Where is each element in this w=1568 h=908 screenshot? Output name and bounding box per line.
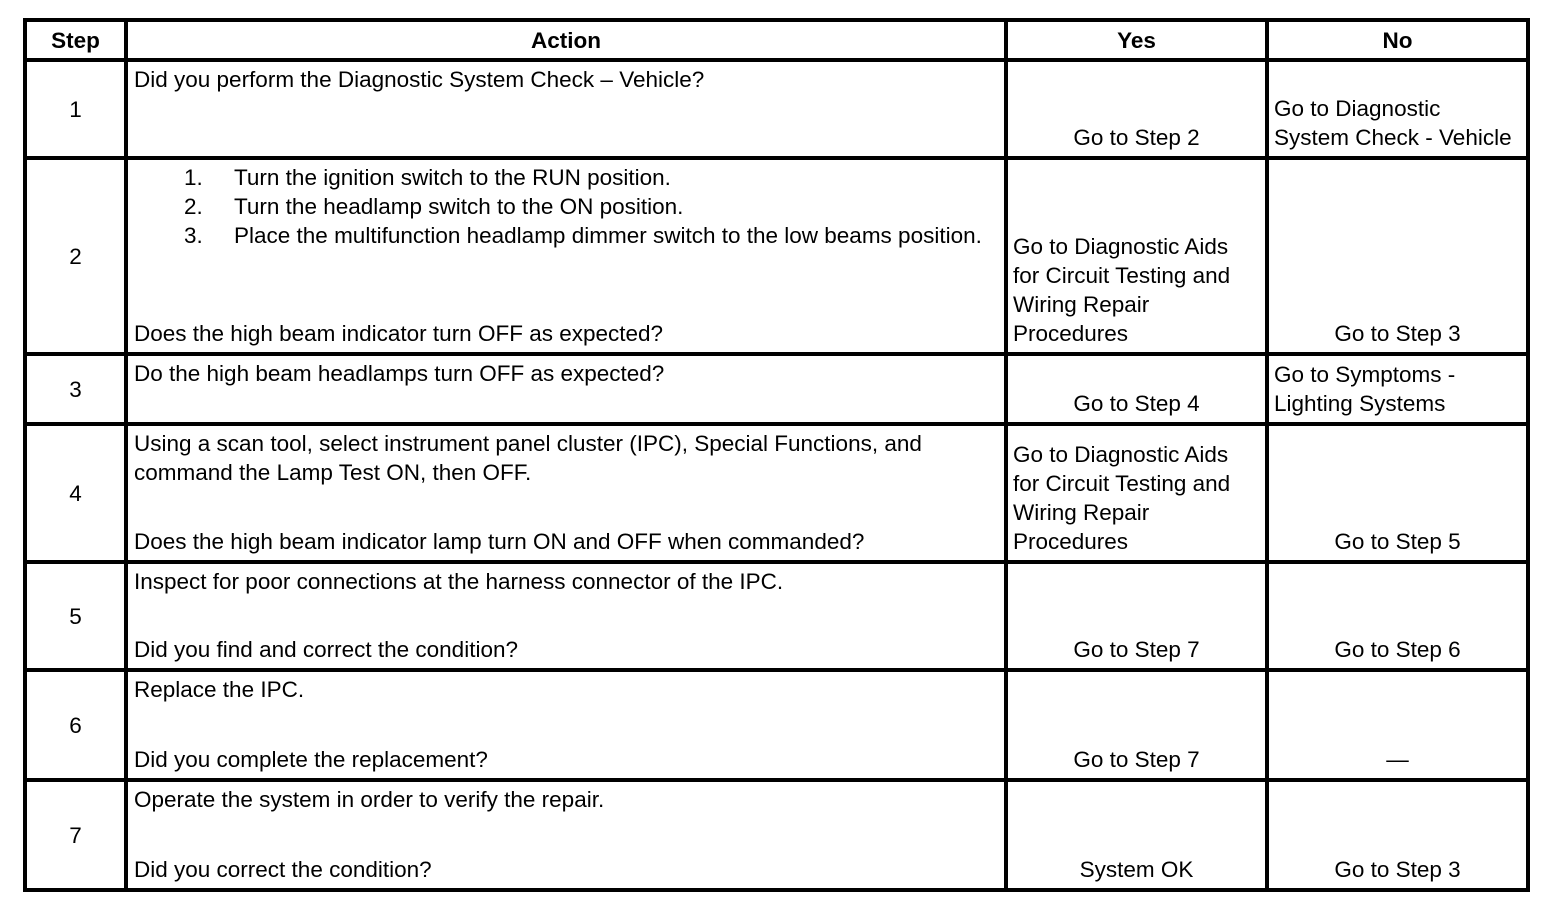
action-cell bbox=[126, 60, 1006, 158]
action-text: Using a scan tool, select instrument panel cluster (IPC), Special Functions, and command the Lamp Test ON, then OFF. bbox=[134, 431, 922, 485]
list-item bbox=[184, 163, 998, 192]
list-item bbox=[184, 192, 998, 221]
yes-cell: Go to Diagnostic Aids for Circuit Testing and Wiring Repair Procedures bbox=[1006, 424, 1267, 562]
action-text: Do the high beam headlamps turn OFF as expected? bbox=[134, 361, 665, 386]
list-item bbox=[184, 221, 998, 250]
list-item-text: Turn the ignition switch to the RUN position. bbox=[234, 165, 671, 190]
step-number: 2 bbox=[25, 158, 126, 354]
table-row bbox=[25, 780, 1528, 890]
yes-cell: Go to Step 4 bbox=[1006, 354, 1267, 424]
yes-cell: Go to Step 2 bbox=[1006, 60, 1267, 158]
yes-cell: System OK bbox=[1006, 780, 1267, 890]
no-cell: Go to Symptoms - Lighting Systems bbox=[1267, 354, 1528, 424]
table-row bbox=[25, 354, 1528, 424]
table-row bbox=[25, 424, 1528, 562]
step-number: 3 bbox=[25, 354, 126, 424]
action-cell bbox=[126, 158, 1006, 354]
step-number: 4 bbox=[25, 424, 126, 562]
table-row bbox=[25, 60, 1528, 158]
table-row bbox=[25, 670, 1528, 780]
header-action: Action bbox=[126, 20, 1006, 60]
step-number: 7 bbox=[25, 780, 126, 890]
action-question: Does the high beam indicator turn OFF as expected? bbox=[134, 321, 664, 346]
action-text: Operate the system in order to verify the repair. bbox=[134, 787, 605, 812]
no-cell: Go to Step 5 bbox=[1267, 424, 1528, 562]
step-number: 1 bbox=[25, 60, 126, 158]
action-text: Replace the IPC. bbox=[134, 677, 305, 702]
no-cell: Go to Diagnostic System Check - Vehicle bbox=[1267, 60, 1528, 158]
header-row bbox=[25, 20, 1528, 60]
diagnostic-table bbox=[23, 18, 1530, 892]
no-cell: Go to Step 3 bbox=[1267, 158, 1528, 354]
header-step: Step bbox=[25, 20, 126, 60]
yes-cell: Go to Step 7 bbox=[1006, 670, 1267, 780]
table-row bbox=[25, 562, 1528, 670]
procedure-list bbox=[134, 163, 998, 250]
list-item-number: 1. bbox=[184, 165, 203, 190]
list-item-number: 2. bbox=[184, 194, 203, 219]
list-item-text: Turn the headlamp switch to the ON position. bbox=[234, 194, 684, 219]
no-cell: Go to Step 6 bbox=[1267, 562, 1528, 670]
header-no: No bbox=[1267, 20, 1528, 60]
yes-cell: Go to Step 7 bbox=[1006, 562, 1267, 670]
action-question: Did you find and correct the condition? bbox=[134, 637, 518, 662]
action-cell bbox=[126, 424, 1006, 562]
table-row bbox=[25, 158, 1528, 354]
action-text: Inspect for poor connections at the harness connector of the IPC. bbox=[134, 569, 784, 594]
action-cell bbox=[126, 562, 1006, 670]
action-question: Did you correct the condition? bbox=[134, 857, 432, 882]
action-cell bbox=[126, 354, 1006, 424]
action-cell bbox=[126, 780, 1006, 890]
step-number: 5 bbox=[25, 562, 126, 670]
header-yes: Yes bbox=[1006, 20, 1267, 60]
action-question: Does the high beam indicator lamp turn ON and OFF when commanded? bbox=[134, 529, 865, 554]
action-cell bbox=[126, 670, 1006, 780]
yes-cell: Go to Diagnostic Aids for Circuit Testing and Wiring Repair Procedures bbox=[1006, 158, 1267, 354]
step-number: 6 bbox=[25, 670, 126, 780]
action-text: Did you perform the Diagnostic System Check – Vehicle? bbox=[134, 67, 705, 92]
no-cell: Go to Step 3 bbox=[1267, 780, 1528, 890]
no-cell: — bbox=[1267, 670, 1528, 780]
list-item-text: Place the multifunction headlamp dimmer switch to the low beams position. bbox=[234, 223, 982, 248]
action-question: Did you complete the replacement? bbox=[134, 747, 488, 772]
list-item-number: 3. bbox=[184, 223, 203, 248]
